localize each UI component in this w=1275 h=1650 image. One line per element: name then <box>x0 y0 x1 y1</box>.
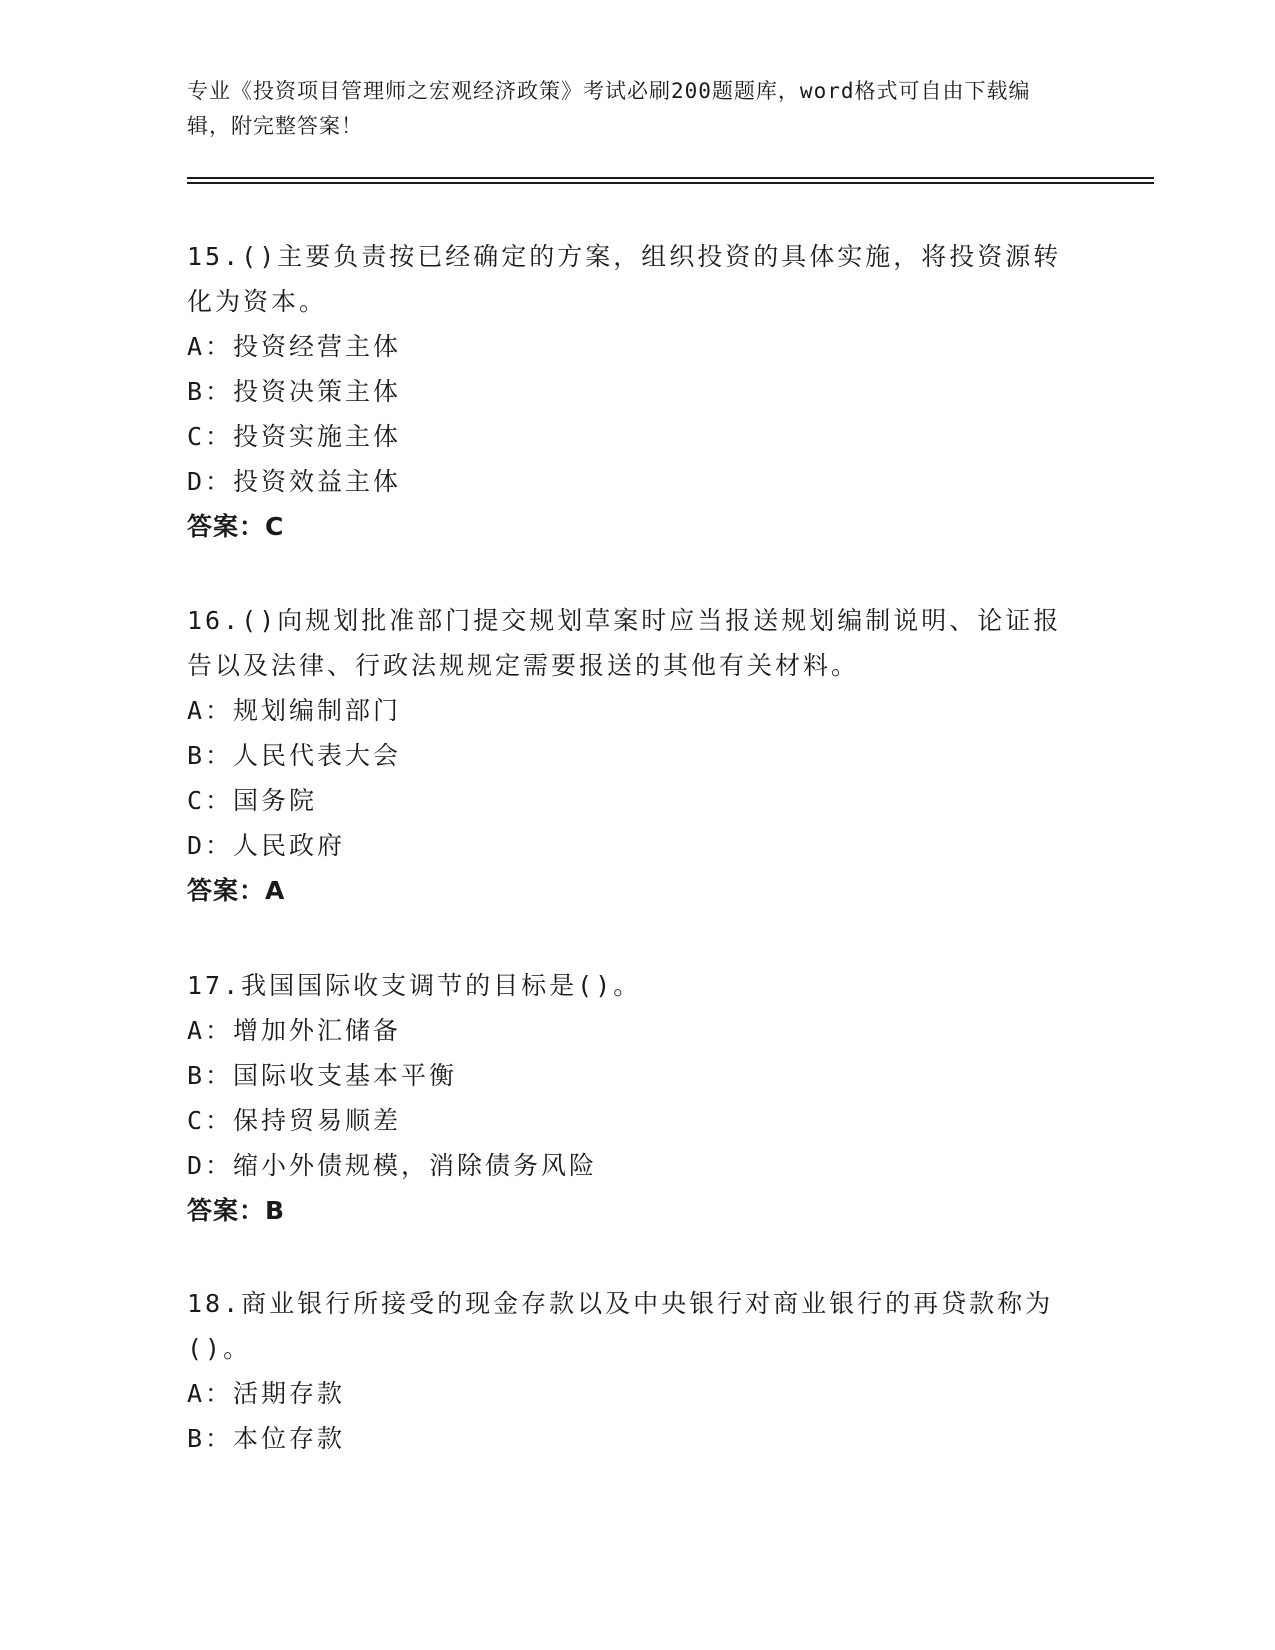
answer: 答案：A <box>187 876 286 905</box>
question-text: 16.()向规划批准部门提交规划草案时应当报送规划编制说明、论证报告以及法律、行政法规规定需要报送的其他有关材料。 <box>187 606 1062 680</box>
question-text: 18.商业银行所接受的现金存款以及中央银行对商业银行的再贷款称为()。 <box>187 1289 1054 1363</box>
answer: 答案：C <box>187 512 285 541</box>
option-c: C：保持贸易顺差 <box>187 1106 402 1135</box>
option-b: B：投资决策主体 <box>187 377 402 406</box>
option-a: A：规划编制部门 <box>187 696 402 725</box>
question-17 <box>187 963 1087 1233</box>
option-a: A：活期存款 <box>187 1379 346 1408</box>
question-text: 15.()主要负责按已经确定的方案，组织投资的具体实施，将投资源转化为资本。 <box>187 242 1062 316</box>
option-a: A：增加外汇储备 <box>187 1016 402 1045</box>
option-b: B：人民代表大会 <box>187 741 402 770</box>
option-c: C：国务院 <box>187 786 318 815</box>
option-a: A：投资经营主体 <box>187 332 402 361</box>
option-b: B：本位存款 <box>187 1424 346 1453</box>
header-divider-top <box>187 177 1154 179</box>
option-c: C：投资实施主体 <box>187 422 402 451</box>
option-d: D：缩小外债规模，消除债务风险 <box>187 1151 598 1180</box>
answer: 答案：B <box>187 1196 286 1225</box>
question-16 <box>187 598 1087 913</box>
option-d: D：人民政府 <box>187 831 346 860</box>
header-divider-bottom <box>187 182 1154 184</box>
question-15 <box>187 234 1087 549</box>
question-text: 17.我国国际收支调节的目标是()。 <box>187 971 642 1000</box>
option-d: D：投资效益主体 <box>187 467 402 496</box>
document-header: 专业《投资项目管理师之宏观经济政策》考试必刷200题题库，word格式可自由下载编辑，附完整答案！ <box>187 79 1031 138</box>
option-b: B：国际收支基本平衡 <box>187 1061 458 1090</box>
question-18 <box>187 1281 1087 1461</box>
